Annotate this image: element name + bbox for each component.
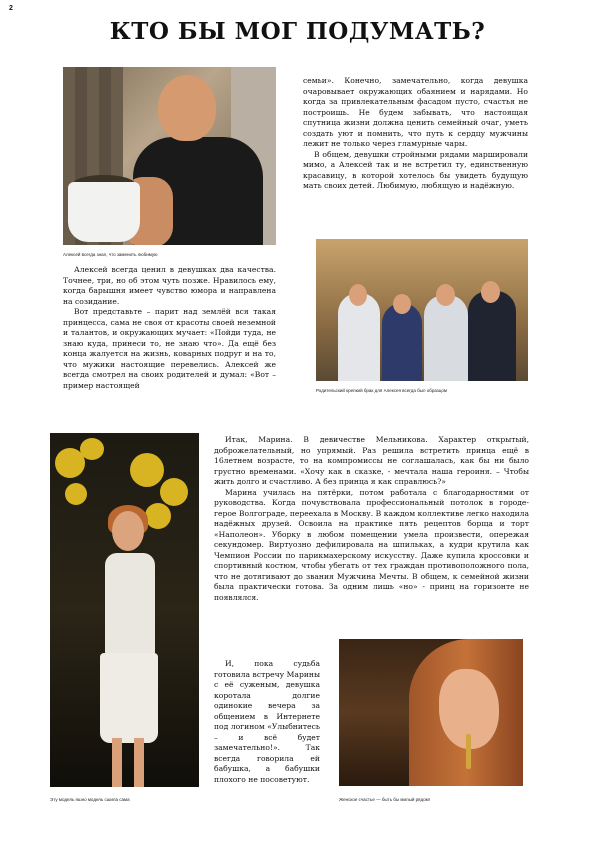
- paragraph: Марина училась на пятёрки, потом работала с благодарностями от руководства. Когда почувствовала профессиональный потолок в городе-герое Волгограде, переехала в Москву. В каждом коллективе легко находила надёжных друзей. Освоила на практике пять рецептов борща и торт «Наполеон». Уборку в любом помещении умела произвести, опережая секундомер. Виртуозно дефилировала на шпильках, а кудри крутила как Чемпион России по парикмахерскому искусству. Даже купила кроссовки и спортивный костюм, чтобы убегать от тех граждан противоположного пола, что не дотягивают до звания Мужчина Мечты. В общем, к семейной жизни была практически готова. За одним лишь «но» - принц на горизонте не появлялся.: [214, 487, 529, 602]
- caption-portrait: Женское счастье — быть бы милый рядом!: [339, 797, 430, 802]
- photo-man-with-pot: [63, 67, 276, 245]
- text-column-middle: [214, 435, 529, 603]
- page-number: 2: [9, 5, 13, 12]
- photo-woman-in-white: [50, 433, 199, 787]
- paragraph: Алексей всегда ценил в девушках два качества. Точнее, три, но об этом чуть позже. Нравилось ему, когда барышня имеет чувство юмора и направлена на созидание.: [63, 265, 276, 306]
- photo-family-group: [316, 239, 528, 381]
- paragraph: В общем, девушки стройными рядами маршировали мимо, а Алексей так и не встретил ту, единственную красавицу, в которой хотелось бы увидеть будущую мать своих детей. Любимую, любящую и надёжную.: [303, 149, 528, 190]
- caption-group: Родительский крепкий брак для Алексея всегда был образцом: [316, 388, 447, 393]
- caption-white: Эту модель яшно модель сшила сама: [50, 797, 130, 802]
- paragraph: семьи». Конечно, замечательно, когда девушка очаровывает окружающих обаянием и нарядами. Но когда за привлекательным фасадом пусто, счастья не построишь. Не будем забывать, что настоящая спутница жизни должна ценить семейный очаг, уметь создать уют и помнить, что путь к сердцу мужчины лежит не только через гламурные чары.: [303, 76, 528, 148]
- caption-man: Алексей всегда знал, что заменить любимую: [63, 252, 158, 257]
- page-title: КТО БЫ МОГ ПОДУМАТЬ?: [109, 18, 486, 45]
- paragraph: Итак, Марина. В девичестве Мельникова. Характер открытый, доброжелательный, но упрямый. Раз решила встретить принца ещё в 16летнем возрасте, то на компромиссы не соглашалась, как бы ни было грустно временами. «Хочу как в сказке, - мечтала наша героиня. – Чтобы жить долго и счастливо. А без принца я как справлюсь?»: [214, 435, 529, 486]
- text-column-left: [63, 265, 276, 391]
- paragraph: И, пока судьба готовила встречу Марины с её суженым, девушка коротала долгие одинокие вечера за общением в Интернете под логином «Улыбнитесь – и всё будет замечательно!». Так всегда говорила ей бабушка, а бабушки плохого не посоветуют.: [214, 659, 320, 784]
- text-column-narrow: [214, 659, 320, 785]
- photo-woman-portrait: [339, 639, 523, 786]
- text-column-right: [303, 76, 528, 192]
- paragraph: Вот представьте – парит над землёй вся такая принцесса, сама не своя от красоты своей неземной и талантов, и окружающих мучает: «Пойди туда, не знаю куда, принеси то, не знаю что». Да ещё без конца жалуется на жизнь, коварных подруг и на то, что мужики настоящие перевелись. Алексей же всегда смотрел на своих родителей и думал: «Вот – пример настоящей: [63, 307, 276, 390]
